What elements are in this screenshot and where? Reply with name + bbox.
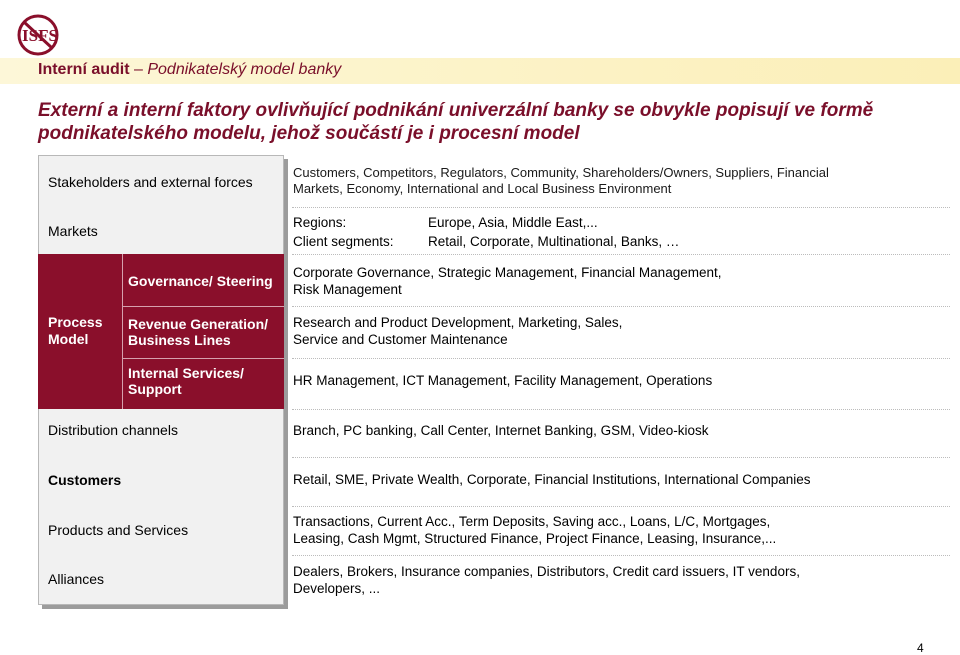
table-shadow [284,159,288,609]
segments-value: Retail, Corporate, Multinational, Banks, … [428,234,680,249]
revenue-text-2: Service and Customer Maintenance [293,332,508,347]
table-shadow-bottom [42,605,288,609]
business-model-table [38,155,950,605]
stakeholders-text-1: Customers, Competitors, Regulators, Community, Shareholders/Owners, Suppliers, Financial [293,165,829,180]
label-revenue-2: Business Lines [128,332,231,348]
label-process-model-1: Process [48,314,103,330]
isfs-logo [16,8,68,58]
label-customers: Customers [48,472,122,488]
svg-text:ISFS: ISFS [22,26,58,45]
alliances-text-1: Dealers, Brokers, Insurance companies, Distributors, Credit card issuers, IT vendors, [293,564,800,579]
products-text-2: Leasing, Cash Mgmt, Structured Finance, Project Finance, Leasing, Insurance,... [293,531,777,546]
governance-text-1: Corporate Governance, Strategic Management, Financial Management, [293,265,722,280]
row-divider [292,555,950,556]
label-distribution: Distribution channels [48,422,178,438]
label-process-model-2: Model [48,331,89,347]
page-number: 4 [917,641,924,655]
label-markets: Markets [48,223,98,239]
internal-text: HR Management, ICT Management, Facility Management, Operations [293,373,713,388]
distribution-text: Branch, PC banking, Call Center, Internet Banking, GSM, Video-kiosk [293,423,709,438]
segments-label: Client segments: [293,234,394,249]
slide-title: Externí a interní faktory ovlivňující podnikání univerzální banky se obvykle popisují ve formě podnikatelského modelu, jehož součástí je i procesní model [38,100,874,144]
label-governance: Governance/ Steering [128,273,273,289]
label-internal-1: Internal Services/ [128,365,244,381]
revenue-text-1: Research and Product Development, Marketing, Sales, [293,315,623,330]
alliances-text-2: Developers, ... [293,581,381,596]
regions-label: Regions: [293,215,347,230]
row-divider [292,457,950,458]
row-divider [292,306,950,307]
row-divider [292,409,950,410]
stakeholders-text-2: Markets, Economy, International and Local Business Environment [293,181,672,196]
customers-text: Retail, SME, Private Wealth, Corporate, Financial Institutions, International Companies [293,472,811,487]
label-internal-2: Support [128,381,182,397]
label-products: Products and Services [48,522,189,538]
label-stakeholders: Stakeholders and external forces [48,174,253,190]
slide-subtitle [38,61,341,79]
subtitle-prefix: Interní audit [38,61,130,78]
row-divider [292,358,950,359]
regions-value: Europe, Asia, Middle East,... [428,215,598,230]
label-alliances: Alliances [48,571,105,587]
subtitle-suffix: Podnikatelský model banky [147,61,342,78]
subtitle-dash: – [129,61,148,78]
row-divider [292,207,950,208]
label-revenue-1: Revenue Generation/ [128,316,269,332]
governance-text-2: Risk Management [293,282,402,297]
row-divider [292,506,950,507]
row-divider [292,254,950,255]
products-text-1: Transactions, Current Acc., Term Deposits, Saving acc., Loans, L/C, Mortgages, [293,514,771,529]
subtitle-band [0,58,960,84]
